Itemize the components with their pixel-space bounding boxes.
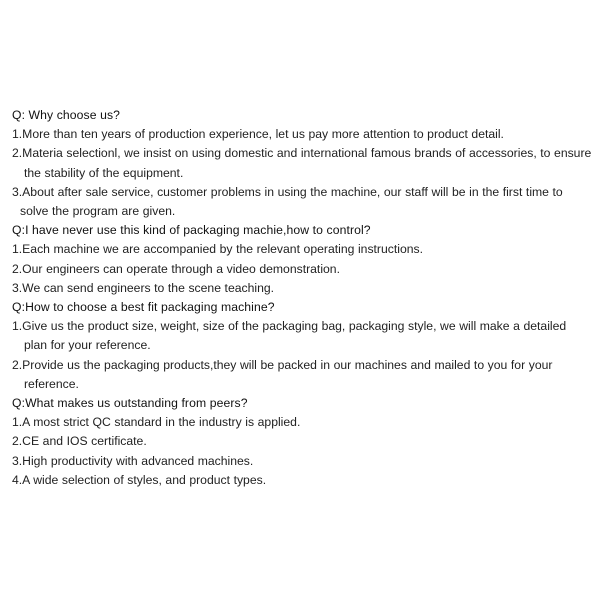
faq-answer-4-4: 4.A wide selection of styles, and product types. — [12, 472, 267, 487]
faq-question-1: Q: Why choose us? — [12, 108, 121, 122]
faq-answer-4-1: 1.A most strict QC standard in the industry is applied. — [12, 415, 301, 430]
faq-answer-4-2: 2.CE and IOS certificate. — [12, 434, 147, 449]
faq-answer-3-1: 1.Give us the product size, weight, size of the packaging bag, packaging style, we will make a detailed plan for your reference. — [12, 319, 567, 353]
faq-answer-1-2: 2.Materia selectionl, we insist on using domestic and international famous brands of accessories, to ensure the stability of the equipment. — [12, 146, 592, 180]
faq-question-4: Q:What makes us outstanding from peers? — [12, 396, 248, 411]
faq-answer-1-3: 3.About after sale service, customer problems in using the machine, our staff will be in the first time to solve the program are given. — [12, 184, 563, 219]
faq-answer-3-2: 2.Provide us the packaging products,they will be packed in our machines and mailed to you for your reference. — [12, 357, 553, 391]
faq-answer-4-3: 3.High productivity with advanced machines. — [12, 453, 254, 468]
faq-answer-2-1: 1.Each machine we are accompanied by the relevant operating instructions. — [12, 242, 423, 257]
faq-answer-2-2: 2.Our engineers can operate through a video demonstration. — [12, 261, 340, 276]
faq-section — [12, 106, 592, 490]
faq-answer-1-1: 1.More than ten years of production experience, let us pay more attention to product detail. — [12, 127, 504, 142]
faq-question-2: Q:I have never use this kind of packaging machie,how to control? — [12, 223, 371, 238]
faq-question-3: Q:How to choose a best fit packaging machine? — [12, 300, 275, 315]
faq-answer-2-3: 3.We can send engineers to the scene teaching. — [12, 280, 275, 295]
